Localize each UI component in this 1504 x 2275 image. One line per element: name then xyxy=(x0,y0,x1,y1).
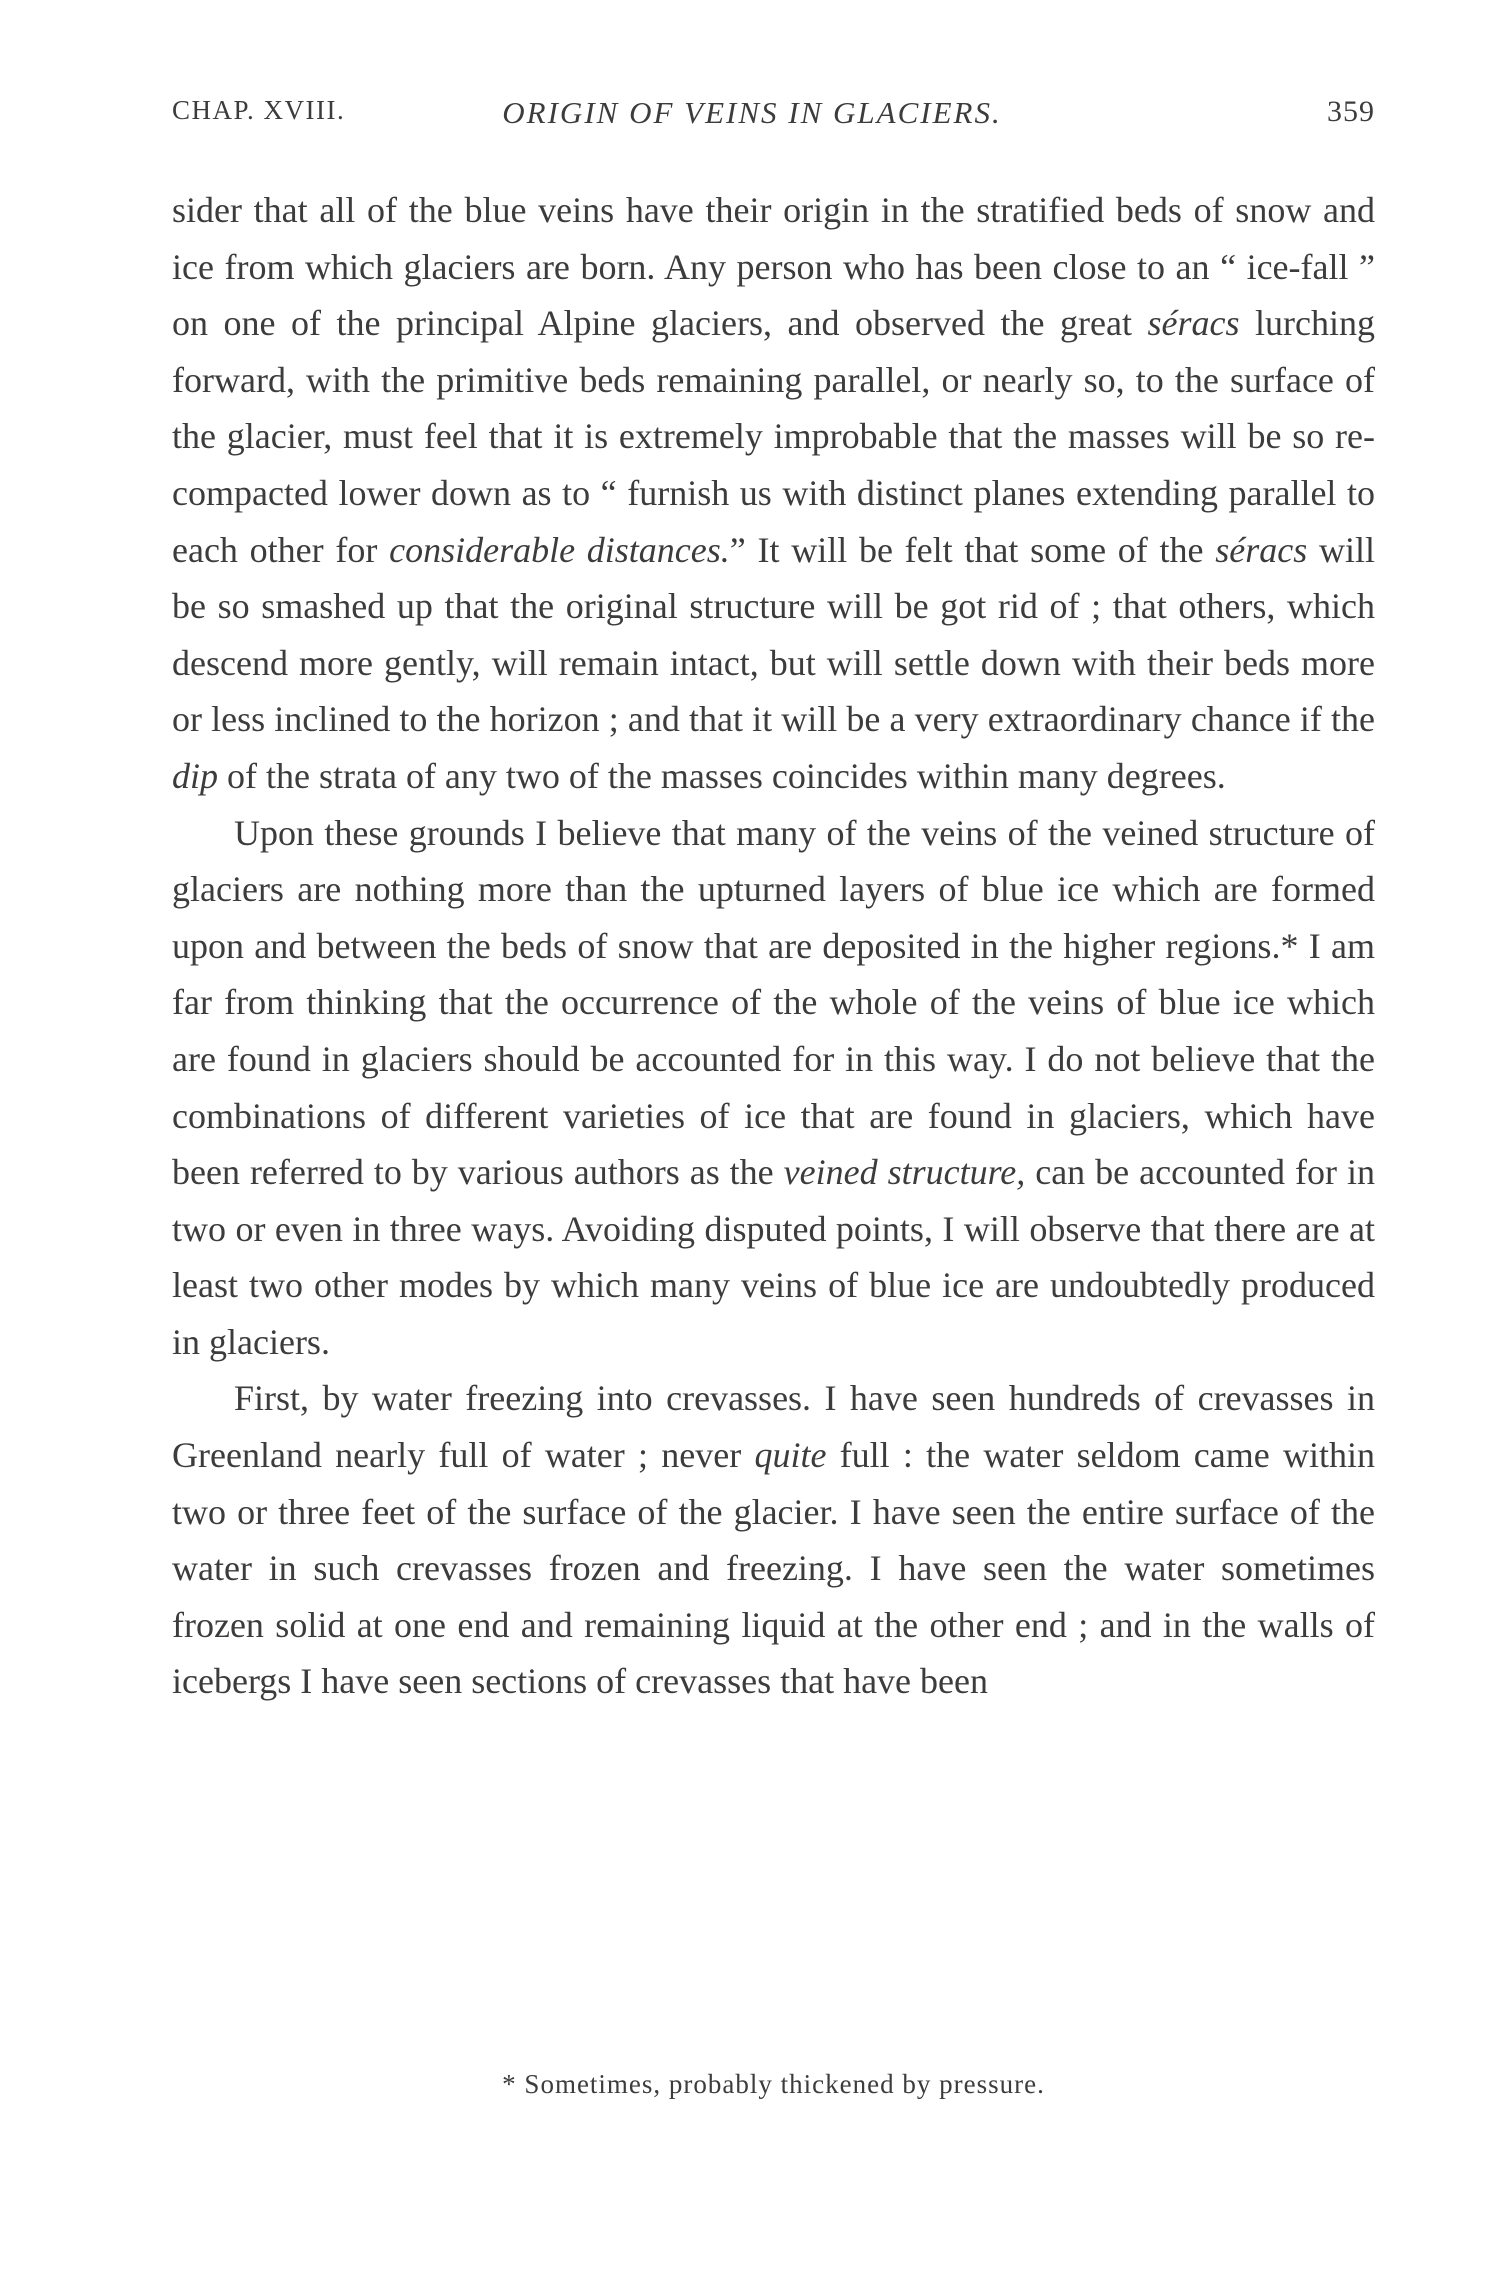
italic-text: séracs xyxy=(1147,303,1240,344)
italic-text: veined structure, xyxy=(783,1152,1026,1193)
paragraph xyxy=(172,805,1375,1371)
text-run: lurching forward, with the primitive beds remaining parallel, or nearly so, to the surface of the glacier, must feel that it is extremely improbable that the masses will be so re-compacted lower down as to “ furnish us with distinct planes extending parallel to each other for xyxy=(172,303,1375,570)
text-run: First, by water freezing into crevasses. I have seen hundreds of crevasses in Greenland nearly full of water ; never xyxy=(172,1378,1375,1476)
paragraph xyxy=(172,182,1375,805)
chapter-label: CHAP. XVIII. xyxy=(172,95,346,125)
text-run: ” It will be felt that some of the xyxy=(729,529,1216,570)
text-run: of the strata of any two of the masses coincides within many degrees. xyxy=(218,755,1226,796)
text-run: sider that all of the blue veins have their origin in the stratified beds of snow and ice from which glaciers are born. Any person who has been close to an “ ice-fall ” on one of the principal Alpine glaciers, and observed the great xyxy=(172,190,1375,344)
text-run: will be so smashed up that the original structure will be got rid of ; that others, which descend more gently, will remain intact, but will settle down with their beds more or less inclined to the horizon ; and that it will be a very extraordinary chance if the xyxy=(172,529,1375,740)
paragraph xyxy=(172,1370,1375,1710)
italic-text: séracs xyxy=(1215,529,1308,570)
italic-text: quite xyxy=(754,1435,827,1476)
footnote: * Sometimes, probably thickened by pressure. xyxy=(502,2069,1045,2099)
text-run: can be accounted for in two or even in three ways. Avoiding disputed points, I will observe that there are at least two other modes by which many veins of blue ice are undoubtedly produced in glaciers. xyxy=(172,1152,1375,1362)
running-head xyxy=(172,95,1375,145)
body-text xyxy=(172,182,1375,1710)
text-run: Upon these grounds I believe that many of the veins of the veined structure of glaciers are nothing more than the upturned layers of blue ice which are formed upon and between the beds of snow that are deposited in the higher regions.* I am far from thinking that the occurrence of the whole of the veins of blue ice which are found in glaciers should be accounted for in this way. I do not believe that the combinations of different varieties of ice that are found in glaciers, which have been referred to by various authors as the xyxy=(172,812,1375,1193)
page-number: 359 xyxy=(1327,95,1375,128)
italic-text: considerable distances. xyxy=(389,529,730,570)
running-title: ORIGIN OF VEINS IN GLACIERS. xyxy=(502,95,1002,130)
italic-text: dip xyxy=(172,755,219,796)
text-run: full : the water seldom came within two or three feet of the surface of the glacier. I have seen the entire surface of the water in such crevasses frozen and freezing. I have seen the water sometimes frozen solid at one end and remaining liquid at the other end ; and in the walls of icebergs I have seen sections of crevasses that have been xyxy=(172,1435,1375,1702)
